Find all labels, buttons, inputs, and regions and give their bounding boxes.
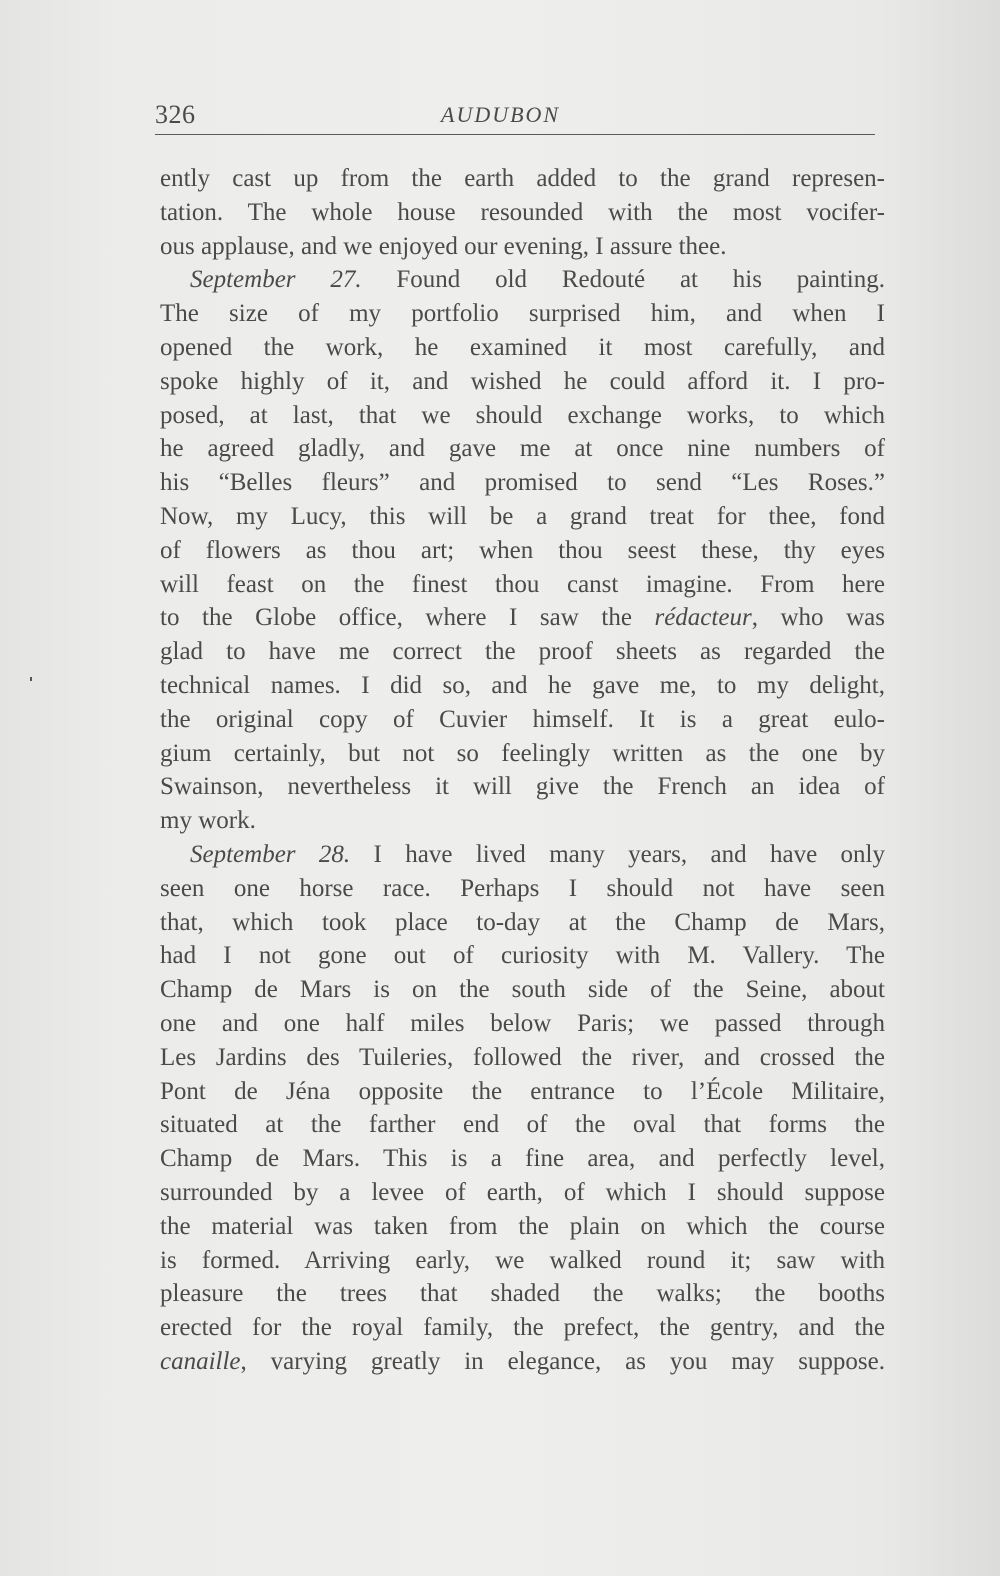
text-line: pleasure the trees that shaded the walks; the booths [160,1280,885,1308]
text-line: the material was taken from the plain on which the course [160,1212,885,1240]
text-run: , varying greatly in elegance, as you may suppose. [240,1347,885,1375]
margin-speck [30,677,32,681]
entry-date: September 28. [190,840,351,868]
text-line: gium certainly, but not so feelingly written as the one by [160,739,885,767]
text-line: spoke highly of it, and wished he could afford it. I pro- [160,367,885,395]
page-number: 326 [155,100,196,129]
text-line: he agreed gladly, and gave me at once nine numbers of [160,435,885,463]
text-run: Found old Redouté at his painting. [361,266,885,294]
text-line: The size of my portfolio surprised him, and when I [160,300,885,328]
text-line: tation. The whole house resounded with the most vocifer- [160,198,885,226]
text-run: , who was [751,604,885,632]
text-line: is formed. Arriving early, we walked round it; saw with [160,1246,885,1274]
text-line: surrounded by a levee of earth, of which I should suppose [160,1178,885,1206]
body-text [160,162,885,1379]
text-run: to the Globe office, where I saw the [160,604,655,632]
text-line: one and one half miles below Paris; we passed through [160,1009,885,1037]
paragraph-start [160,263,885,297]
header-rule [155,134,875,135]
text-line: seen one horse race. Perhaps I should not have seen [160,874,885,902]
text-line [160,1345,885,1379]
text-line: Champ de Mars. This is a fine area, and perfectly level, [160,1145,885,1173]
text-line: Champ de Mars is on the south side of the Seine, about [160,976,885,1004]
text-line: will feast on the finest thou canst imagine. From here [160,570,885,598]
paragraph-start [160,838,885,872]
text-line: posed, at last, that we should exchange works, to which [160,401,885,429]
text-line: of flowers as thou art; when thou seest these, thy eyes [160,536,885,564]
text-line: ently cast up from the earth added to the grand represen- [160,165,885,192]
text-line: erected for the royal family, the prefect, the gentry, and the [160,1314,885,1342]
text-line: Now, my Lucy, this will be a grand treat for thee, fond [160,502,885,530]
text-line: opened the work, he examined it most carefully, and [160,333,885,361]
text-line: Les Jardins des Tuileries, followed the river, and crossed the [160,1043,885,1071]
text-line: his “Belles fleurs” and promised to send “Les Roses.” [160,469,885,497]
text-run: I have lived many years, and have only [350,840,885,868]
text-line: that, which took place to-day at the Champ de Mars, [160,908,885,936]
text-line: glad to have me correct the proof sheets as regarded the [160,638,885,666]
text-line: my work. [160,807,256,835]
text-line [160,601,885,635]
text-line: situated at the farther end of the oval that forms the [160,1111,885,1139]
italic-term: rédacteur [654,604,752,632]
text-line: technical names. I did so, and he gave me, to my delight, [160,671,885,699]
text-line: Swainson, nevertheless it will give the French an idea of [160,773,885,801]
text-line: the original copy of Cuvier himself. It is a great eulo- [160,705,885,733]
italic-term: canaille [160,1347,241,1375]
text-line: Pont de Jéna opposite the entrance to l’École Militaire, [160,1077,885,1105]
entry-date: September 27. [190,266,362,294]
text-line: ous applause, and we enjoyed our evening, I assure thee. [160,232,727,260]
running-title: AUDUBON [441,102,561,127]
running-head [155,100,875,136]
text-line: had I not gone out of curiosity with M. Vallery. The [160,942,885,970]
